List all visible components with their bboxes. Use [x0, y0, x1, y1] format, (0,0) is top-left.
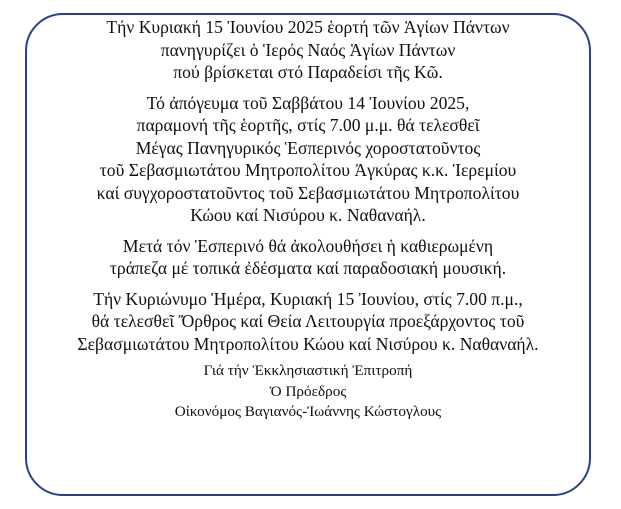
text-line: Μετά τόν Ἑσπερινό θά ἀκολουθήσει ἡ καθιερωμένη	[122, 235, 494, 256]
text-line: πού βρίσκεται στό Παραδείσι τῆς Κῶ.	[173, 62, 443, 82]
text-line: παραμονή τῆς ἑορτῆς, στίς 7.00 μ.μ. θά τελεσθεῖ	[136, 115, 480, 135]
notice-content	[25, 16, 591, 423]
paragraph-feast-announcement	[25, 16, 591, 84]
paragraph-liturgy	[25, 288, 591, 356]
text-line: καί συγχοροστατοῦντος τοῦ Σεβασμιωτάτου Μητροπολίτου	[96, 182, 520, 203]
text-line: Σεβασμιωτάτου Μητροπολίτου Κώου καί Νισύρου κ. Ναθαναήλ.	[77, 333, 539, 354]
text-line: θά τελεσθεῖ Ὄρθρος καί Θεία Λειτουργία προεξάρχοντος τοῦ	[91, 311, 525, 331]
text-line: Τό ἀπόγευμα τοῦ Σαββάτου 14 Ἰουνίου 2025,	[146, 92, 470, 113]
signature-name: Οἰκονόμος Βαγιανός-Ἰωάννης Κώστογλους	[174, 403, 442, 421]
text-line: τοῦ Σεβασμιωτάτου Μητροπολίτου Ἀγκύρας κ.κ. Ἱερεμίου	[99, 160, 517, 180]
text-line: Κώου καί Νισύρου κ. Ναθαναήλ.	[190, 205, 426, 225]
text-line: Μέγας Πανηγυρικός Ἑσπερινός χοροστατοῦντος	[135, 137, 481, 158]
text-line: πανηγυρίζει ὁ Ἱερός Ναός Ἁγίων Πάντων	[160, 39, 456, 60]
text-line: τράπεζα μέ τοπικά ἐδέσματα καί παραδοσιακή μουσική.	[109, 258, 507, 278]
paragraph-reception	[25, 235, 591, 280]
signature-role: Ὁ Πρόεδρος	[269, 382, 347, 400]
text-line: Τήν Κυριώνυμο Ἡμέρα, Κυριακή 15 Ἰουνίου, στίς 7.00 π.μ.,	[93, 288, 523, 309]
signature-block	[25, 361, 591, 423]
signature-committee: Γιά τήν Ἐκκλησιαστική Ἐπιτροπή	[203, 362, 413, 379]
paragraph-vespers	[25, 92, 591, 227]
text-line: Τήν Κυριακή 15 Ἰουνίου 2025 ἑορτή τῶν Ἁγίων Πάντων	[106, 17, 510, 37]
